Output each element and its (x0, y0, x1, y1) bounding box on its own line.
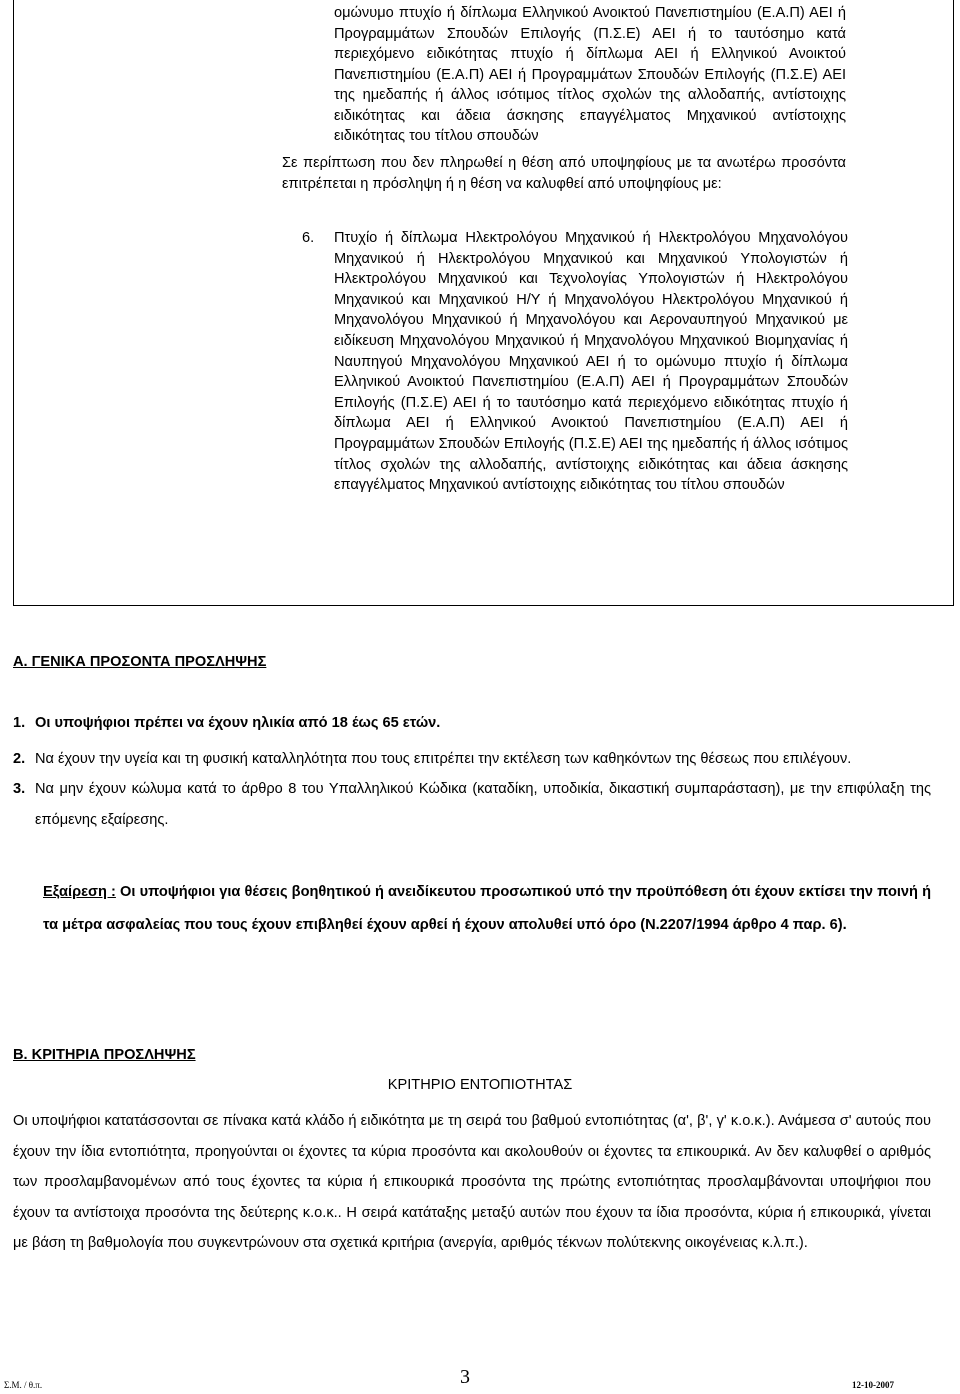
list-item-text: Οι υποψήφιοι πρέπει να έχουν ηλικία από 18 έως 65 ετών. (35, 715, 441, 731)
continued-qualification-text (334, 3, 846, 147)
criterion-paragraph: Οι υποψήφιοι κατατάσσονται σε πίνακα κατά κλάδο ή ειδικότητα με τη σειρά του βαθμού εντοπιότητας (α', β', γ' κ.ο.κ.). Ανάμεσα σ' αυτούς που έχουν την ίδια εντοπιότητα, προηγούνται οι έχοντες τα κύρια προσόντα και ακολουθούν οι έχοντες τα επικουρικά. Αν δεν καλυφθεί ο αριθμός των προσλαμβανομένων από τους έχοντες τα κύρια ή επικουρικά προσόντα της πρώτης εντοπιότητας προσλαμβάνονται υποψήφιοι που έχουν τα αντίστοιχα προσόντα της δεύτερης κ.ο.κ.. Η σειρά κατάταξης μεταξύ αυτών που έχουν τα ίδια προσόντα, κύρια ή επικουρικά, γίνεται με βάση τη βαθμολογία που συγκεντρώνουν στα σχετικά κριτήρια (ανεργία, αριθμός τέκνων πολύτεκνης οικογένειας κ.λ.π.). (13, 1113, 931, 1252)
general-qualifications-list (13, 708, 931, 835)
exception-paragraph (43, 876, 931, 942)
list-item-number: 1. (13, 715, 26, 731)
list-item-number: 2. (13, 750, 26, 767)
footer-date: 12-10-2007 (852, 1380, 894, 1390)
item-number: 6. (302, 230, 315, 246)
qualification-item-6 (302, 228, 848, 496)
list-item-text: Να μην έχουν κώλυμα κατά το άρθρο 8 του Υπαλληλικού Κώδικα (καταδίκη, υποδικία, δικαστική συμπαράσταση), με την επιφύλαξη της επόμενης εξαίρεσης. (35, 781, 931, 828)
exception-label: Εξαίρεση : (43, 884, 116, 900)
list-item (13, 708, 931, 739)
footer-initials: Σ.Μ. / θ.π. (4, 1380, 43, 1390)
criterion-subheading: ΚΡΙΤΗΡΙΟ ΕΝΤΟΠΙΟΤΗΤΑΣ (387, 1077, 573, 1093)
list-item (13, 744, 931, 775)
section-a-heading: Α. ΓΕΝΙΚΑ ΠΡΟΣΟΝΤΑ ΠΡΟΣΛΗΨΗΣ (13, 654, 267, 670)
list-item (13, 774, 931, 835)
exception-text: Οι υποψήφιοι για θέσεις βοηθητικού ή ανειδίκευτου προσωπικού υπό την προϋπόθεση ότι έχουν εκτίσει την ποινή ή τα μέτρα ασφαλείας που τους έχουν επιβληθεί έχουν αρθεί ή έχουν απολυθεί υπό όρο (Ν.2207/1994 άρθρο 4 παρ. 6). (43, 884, 931, 933)
page-number: 3 (460, 1366, 470, 1388)
list-item-number: 3. (13, 781, 26, 797)
fallback-paragraph: Σε περίπτωση που δεν πληρωθεί η θέση από υποψηφίους με τα ανωτέρω προσόντα επιτρέπεται η πρόσληψη ή η θέση να καλυφθεί από υποψηφίους με: (282, 155, 846, 192)
list-item-text: Να έχουν την υγεία και τη φυσική καταλληλότητα που τους επιτρέπει την εκτέλεση των καθηκόντων της θέσεως που επιλέγουν. (35, 750, 852, 767)
section-b-heading: Β. ΚΡΙΤΗΡΙΑ ΠΡΟΣΛΗΨΗΣ (13, 1047, 196, 1063)
item-text: Πτυχίο ή δίπλωμα Ηλεκτρολόγου Μηχανικού ή Ηλεκτρολόγου Μηχανολόγου Μηχανικού ή Ηλεκτρολόγου Μηχανικού και Μηχανικού Υπολογιστών ή Ηλεκτρολόγου Μηχανικού και Τεχνολογίας Υπολογιστών ή Ηλεκτρολόγου Μηχανικού και Μηχανικού Η/Υ ή Μηχανολόγου Ηλεκτρολόγου Μηχανικού ή Μηχανολόγου Μηχανικού ή Μηχανολόγου και Αεροναυπηγού Μηχανικού με ειδίκευση Μηχανολόγου Μηχανικού ή Μηχανολόγου Μηχανικού Βιομηχανίας ή Ναυπηγού Μηχανολόγου Μηχανικού ΑΕΙ ή το ομώνυμο πτυχίο ή δίπλωμα Ελληνικού Ανοικτού Πανεπιστημίου (Ε.Α.Π) ΑΕΙ ή Προγραμμάτων Σπουδών Επιλογής (Π.Σ.Ε) ΑΕΙ ή το ταυτόσημο κατά περιεχόμενο ειδικότητας πτυχίο ή δίπλωμα ΑΕΙ ή Ελληνικού Ανοικτού Πανεπιστημίου (Ε.Α.Π) ΑΕΙ ή Προγραμμάτων Σπουδών Επιλογής (Π.Σ.Ε) ΑΕΙ της ημεδαπής ή άλλος ισότιμος τίτλος σχολών της αλλοδαπής, αντίστοιχης ειδικότητας και άδεια άσκησης επαγγέλματος Μηχανικού αντίστοιχης ειδικότητας του τίτλου σπουδών (334, 230, 848, 494)
continued-paragraph: ομώνυμο πτυχίο ή δίπλωμα Ελληνικού Ανοικτού Πανεπιστημίου (Ε.Α.Π) ΑΕΙ ή Προγραμμάτων Σπουδών Επιλογής (Π.Σ.Ε) ΑΕΙ ή το ταυτόσημο κατά περιεχόμενο ειδικότητας πτυχίο ή δίπλωμα ΑΕΙ ή Ελληνικού Ανοικτού Πανεπιστημίου (Ε.Α.Π) ΑΕΙ ή Προγραμμάτων Σπουδών Επιλογής (Π.Σ.Ε) ΑΕΙ της ημεδαπής ή άλλος ισότιμος τίτλος σχολών της αλλοδαπής, αντίστοιχης ειδικότητας και άδεια άσκησης επαγγέλματος Μηχανικού αντίστοιχης ειδικότητας του τίτλου σπουδών (334, 5, 846, 144)
